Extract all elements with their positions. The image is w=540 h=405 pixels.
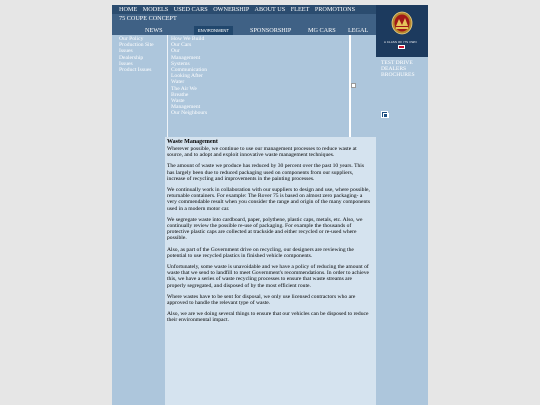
subnav-mg-cars[interactable]: MG CARS	[308, 27, 336, 34]
left-link-dealership-issues[interactable]: Issues	[119, 60, 133, 67]
sub-navigation	[112, 14, 376, 35]
nav-about-us[interactable]: ABOUT US	[254, 6, 286, 13]
nav-models[interactable]: MODELS	[142, 6, 169, 13]
environment-menu	[165, 35, 349, 137]
subnav-75-coupe-concept[interactable]: 75 COUPE CONCEPT	[119, 15, 177, 22]
main-content	[165, 137, 376, 405]
menu-waste[interactable]: Waste	[171, 98, 185, 105]
content-paragraph: Wherever possible, we continue to use our management processes to reduce waste at source, and to adopt and exploit innovative waste management techniques.	[167, 146, 357, 159]
nav-ownership[interactable]: OWNERSHIP	[213, 6, 250, 13]
rover-badge-icon	[376, 7, 428, 41]
nav-fleet[interactable]: FLEET	[290, 6, 310, 13]
nav-promotions[interactable]: PROMOTIONS	[314, 6, 356, 13]
nav-home[interactable]: HOME	[119, 6, 138, 13]
subnav-environment-tab[interactable]: ENVIRONMENT	[194, 26, 233, 36]
link-test-drive[interactable]: TEST DRIVE	[381, 60, 413, 66]
content-paragraph: We segregate waste into cardboard, paper, polythene, plastic caps, metals, etc. Also, we continually review the possible re-use of packaging. For example the thousands of protective plastic caps are collected at trackside and either recycled or re-used where possible.	[167, 216, 363, 242]
top-navigation	[112, 5, 376, 14]
content-paragraph: Where wastes have to be sent for disposal, we only use licensed contractors who are approved to handle the relevant type of waste.	[167, 293, 356, 307]
menu-looking-after[interactable]: Looking After	[171, 73, 203, 80]
menu-breathe[interactable]: Breathe	[171, 91, 189, 98]
content-paragraph: The amount of waste we produce has reduced by 30 percent over the past 10 years. This has largely been due to reduced packaging used on components from our suppliers, increase of recycling and improvements in the painting processes.	[167, 163, 365, 182]
left-link-our-policy[interactable]: Our Policy	[119, 36, 144, 42]
content-paragraph: Also, we are we doing several things to ensure that our vehicles can be disposed to reduce their environmental impact.	[167, 311, 369, 324]
menu-water[interactable]: Water	[171, 79, 185, 86]
menu-our-management-2[interactable]: Management	[171, 54, 201, 61]
page-title: Waste Management	[167, 139, 218, 145]
logo-tagline: A CLASS OF ITS OWN	[384, 40, 417, 44]
subnav-news[interactable]: NEWS	[145, 27, 163, 34]
union-flag-icon	[398, 45, 405, 49]
right-sidebar	[376, 57, 428, 405]
menu-our-management[interactable]: Our	[171, 48, 180, 55]
menu-the-air-we[interactable]: The Air We	[171, 85, 197, 92]
content-paragraph: We continually work in collaboration with our suppliers to design and use, where possible, returnable containers. For example: The Rover 75 is based on almost zero packaging- a very commendable result when you consider the range and origin of the many components used in a modern motor car.	[167, 187, 371, 212]
left-link-production-site[interactable]: Production Site	[119, 42, 154, 49]
menu-communication[interactable]: Communication	[171, 67, 208, 74]
content-paragraph: Unfortunately, some waste is unavoidable and we have a policy of reducing the amount of waste that we send to landfill to meet Government's recommendations. In order to achieve this, we have a series of waste recycling processes to ensure that waste streams are properly segregated, and disposed of by the most efficient route.	[167, 264, 370, 289]
menu-divider	[167, 35, 168, 137]
menu-management[interactable]: Management	[171, 104, 201, 111]
menu-our-neighbours[interactable]: Our Neighbours	[171, 110, 208, 117]
subnav-legal[interactable]: LEGAL	[348, 27, 369, 34]
link-brochures[interactable]: BROCHURES	[381, 72, 415, 79]
nav-used-cars[interactable]: USED CARS	[173, 6, 208, 13]
mail-icon[interactable]	[381, 111, 388, 118]
left-link-dealership[interactable]: Dealership	[119, 54, 144, 61]
site-frame	[112, 5, 428, 405]
rover-logo[interactable]	[376, 5, 428, 57]
left-link-product-issues[interactable]: Product Issues	[119, 67, 152, 74]
left-sidebar	[112, 35, 165, 405]
content-paragraph: Also, as part of the Government drive on recycling, our designers are reviewing the potential to use recycled plastics in finished vehicle components.	[167, 246, 354, 259]
menu-systems[interactable]: Systems	[171, 60, 190, 67]
menu-our-cars[interactable]: Our Cars	[171, 42, 192, 49]
broken-image-icon	[351, 83, 356, 88]
link-dealers[interactable]: DEALERS	[381, 66, 407, 73]
subnav-sponsorship[interactable]: SPONSORSHIP	[250, 27, 292, 34]
menu-how-we-build[interactable]: How We Build	[171, 36, 205, 42]
left-link-production-issues[interactable]: Issues	[119, 48, 133, 55]
